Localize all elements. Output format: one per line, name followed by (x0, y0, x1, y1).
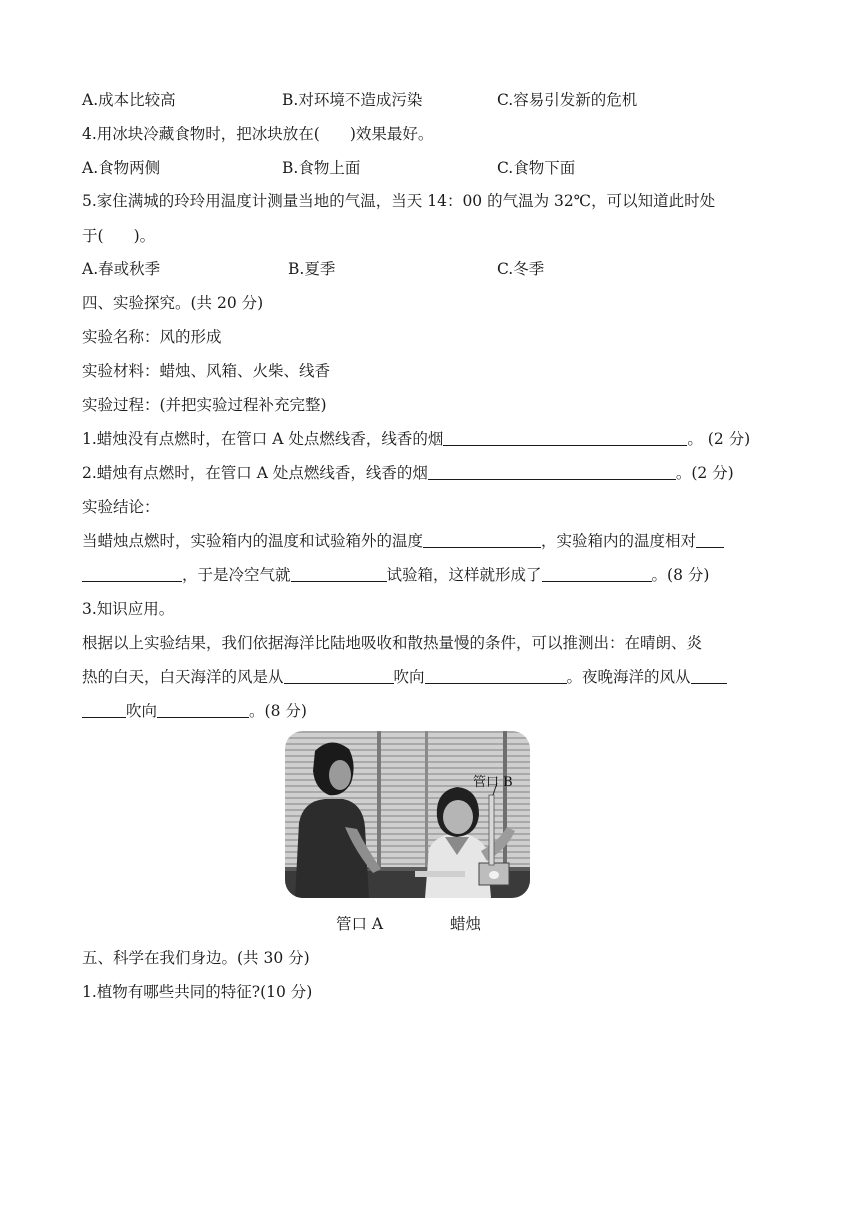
q3-option-b: B.对环境不造成污染 (282, 91, 423, 109)
conclusion-text-c: ，于是冷空气就 (182, 566, 291, 584)
apply-blank-4[interactable] (157, 701, 249, 718)
conclusion-blank-4[interactable] (542, 565, 652, 582)
apply-text-c: 。夜晚海洋的风从 (566, 668, 691, 686)
step2 (82, 463, 734, 483)
apply-blank-1[interactable] (284, 667, 394, 684)
apply-line3 (82, 701, 307, 721)
q4-option-c: C.食物下面 (497, 159, 576, 177)
apply-line1: 根据以上实验结果，我们依据海洋比陆地吸收和散热量慢的条件，可以推测出：在晴朗、炎 (82, 634, 703, 652)
apply-text-d: 吹向 (126, 702, 158, 720)
step1-text: 1.蜡烛没有点燃时，在管口 A 处点燃线香，线香的烟 (82, 430, 444, 448)
conclusion-line1 (82, 531, 724, 551)
experiment-process: 实验过程：(并把实验过程补充完整) (82, 396, 327, 414)
conclusion-text-b: ，实验箱内的温度相对 (541, 532, 697, 550)
conclusion-text-d: 试验箱，这样就形成了 (386, 566, 542, 584)
experiment-photo-drawing (285, 731, 530, 898)
q3-option-c: C.容易引发新的危机 (497, 91, 638, 109)
q5-option-c: C.冬季 (497, 260, 545, 278)
step1-points: 。 (2 分) (687, 430, 751, 448)
conclusion-blank-2a[interactable] (696, 531, 724, 548)
q5-option-a: A.春或秋季 (82, 260, 161, 278)
apply-points: 。(8 分) (249, 702, 307, 720)
conclusion-blank-3[interactable] (291, 565, 387, 582)
caption-tube-a: 管口 A (336, 915, 384, 933)
apply-text-b: 吹向 (393, 668, 425, 686)
q3-option-a: A.成本比较高 (82, 91, 176, 109)
conclusion-points: 。(8 分) (651, 566, 710, 584)
step2-blank[interactable] (428, 463, 676, 480)
conclusion-blank-1[interactable] (423, 531, 541, 548)
conclusion-text-a: 当蜡烛点燃时，实验箱内的温度和试验箱外的温度 (82, 532, 424, 550)
q5-stem-post: )。 (133, 227, 156, 245)
section4-heading: 四、实验探究。(共 20 分) (82, 294, 264, 312)
q4-option-a: A.食物两侧 (82, 159, 161, 177)
apply-blank-3b[interactable] (82, 701, 126, 718)
q4-stem (82, 124, 433, 144)
step2-text: 2.蜡烛有点燃时，在管口 A 处点燃线香，线香的烟 (82, 464, 428, 482)
experiment-materials: 实验材料：蜡烛、风箱、火柴、线香 (82, 362, 331, 380)
apply-line2 (82, 667, 727, 687)
q5-stem-line1: 5.家住满城的玲玲用温度计测量当地的气温，当天 14：00 的气温为 32℃，可以知道此时处 (82, 192, 716, 210)
apply-text-a: 热的白天，白天海洋的风是从 (82, 668, 284, 686)
q4-option-b: B.食物上面 (282, 159, 361, 177)
q4-stem-post: )效果最好。 (349, 125, 434, 143)
q4-stem-pre: 4.用冰块冷藏食物时，把冰块放在( (82, 125, 320, 143)
photo-label-tube-b: 管口 B (473, 775, 513, 790)
step2-points: 。(2 分) (675, 464, 734, 482)
experiment-name: 实验名称：风的形成 (82, 328, 222, 346)
q5-stem-line2 (82, 226, 155, 246)
experiment-photo (285, 731, 530, 898)
apply-label: 3.知识应用。 (82, 600, 175, 618)
conclusion-blank-2b[interactable] (82, 565, 182, 582)
section5-heading: 五、科学在我们身边。(共 30 分) (82, 949, 310, 967)
apply-blank-3a[interactable] (691, 667, 727, 684)
caption-candle: 蜡烛 (450, 915, 482, 933)
step1-blank[interactable] (443, 429, 687, 446)
conclusion-label: 实验结论： (82, 498, 160, 516)
apply-blank-2[interactable] (425, 667, 567, 684)
q5-stem-pre: 于( (82, 227, 104, 245)
conclusion-line2 (82, 565, 709, 585)
q5-option-b: B.夏季 (288, 260, 336, 278)
step1 (82, 429, 750, 449)
section5-q1: 1.植物有哪些共同的特征?(10 分) (82, 983, 313, 1001)
